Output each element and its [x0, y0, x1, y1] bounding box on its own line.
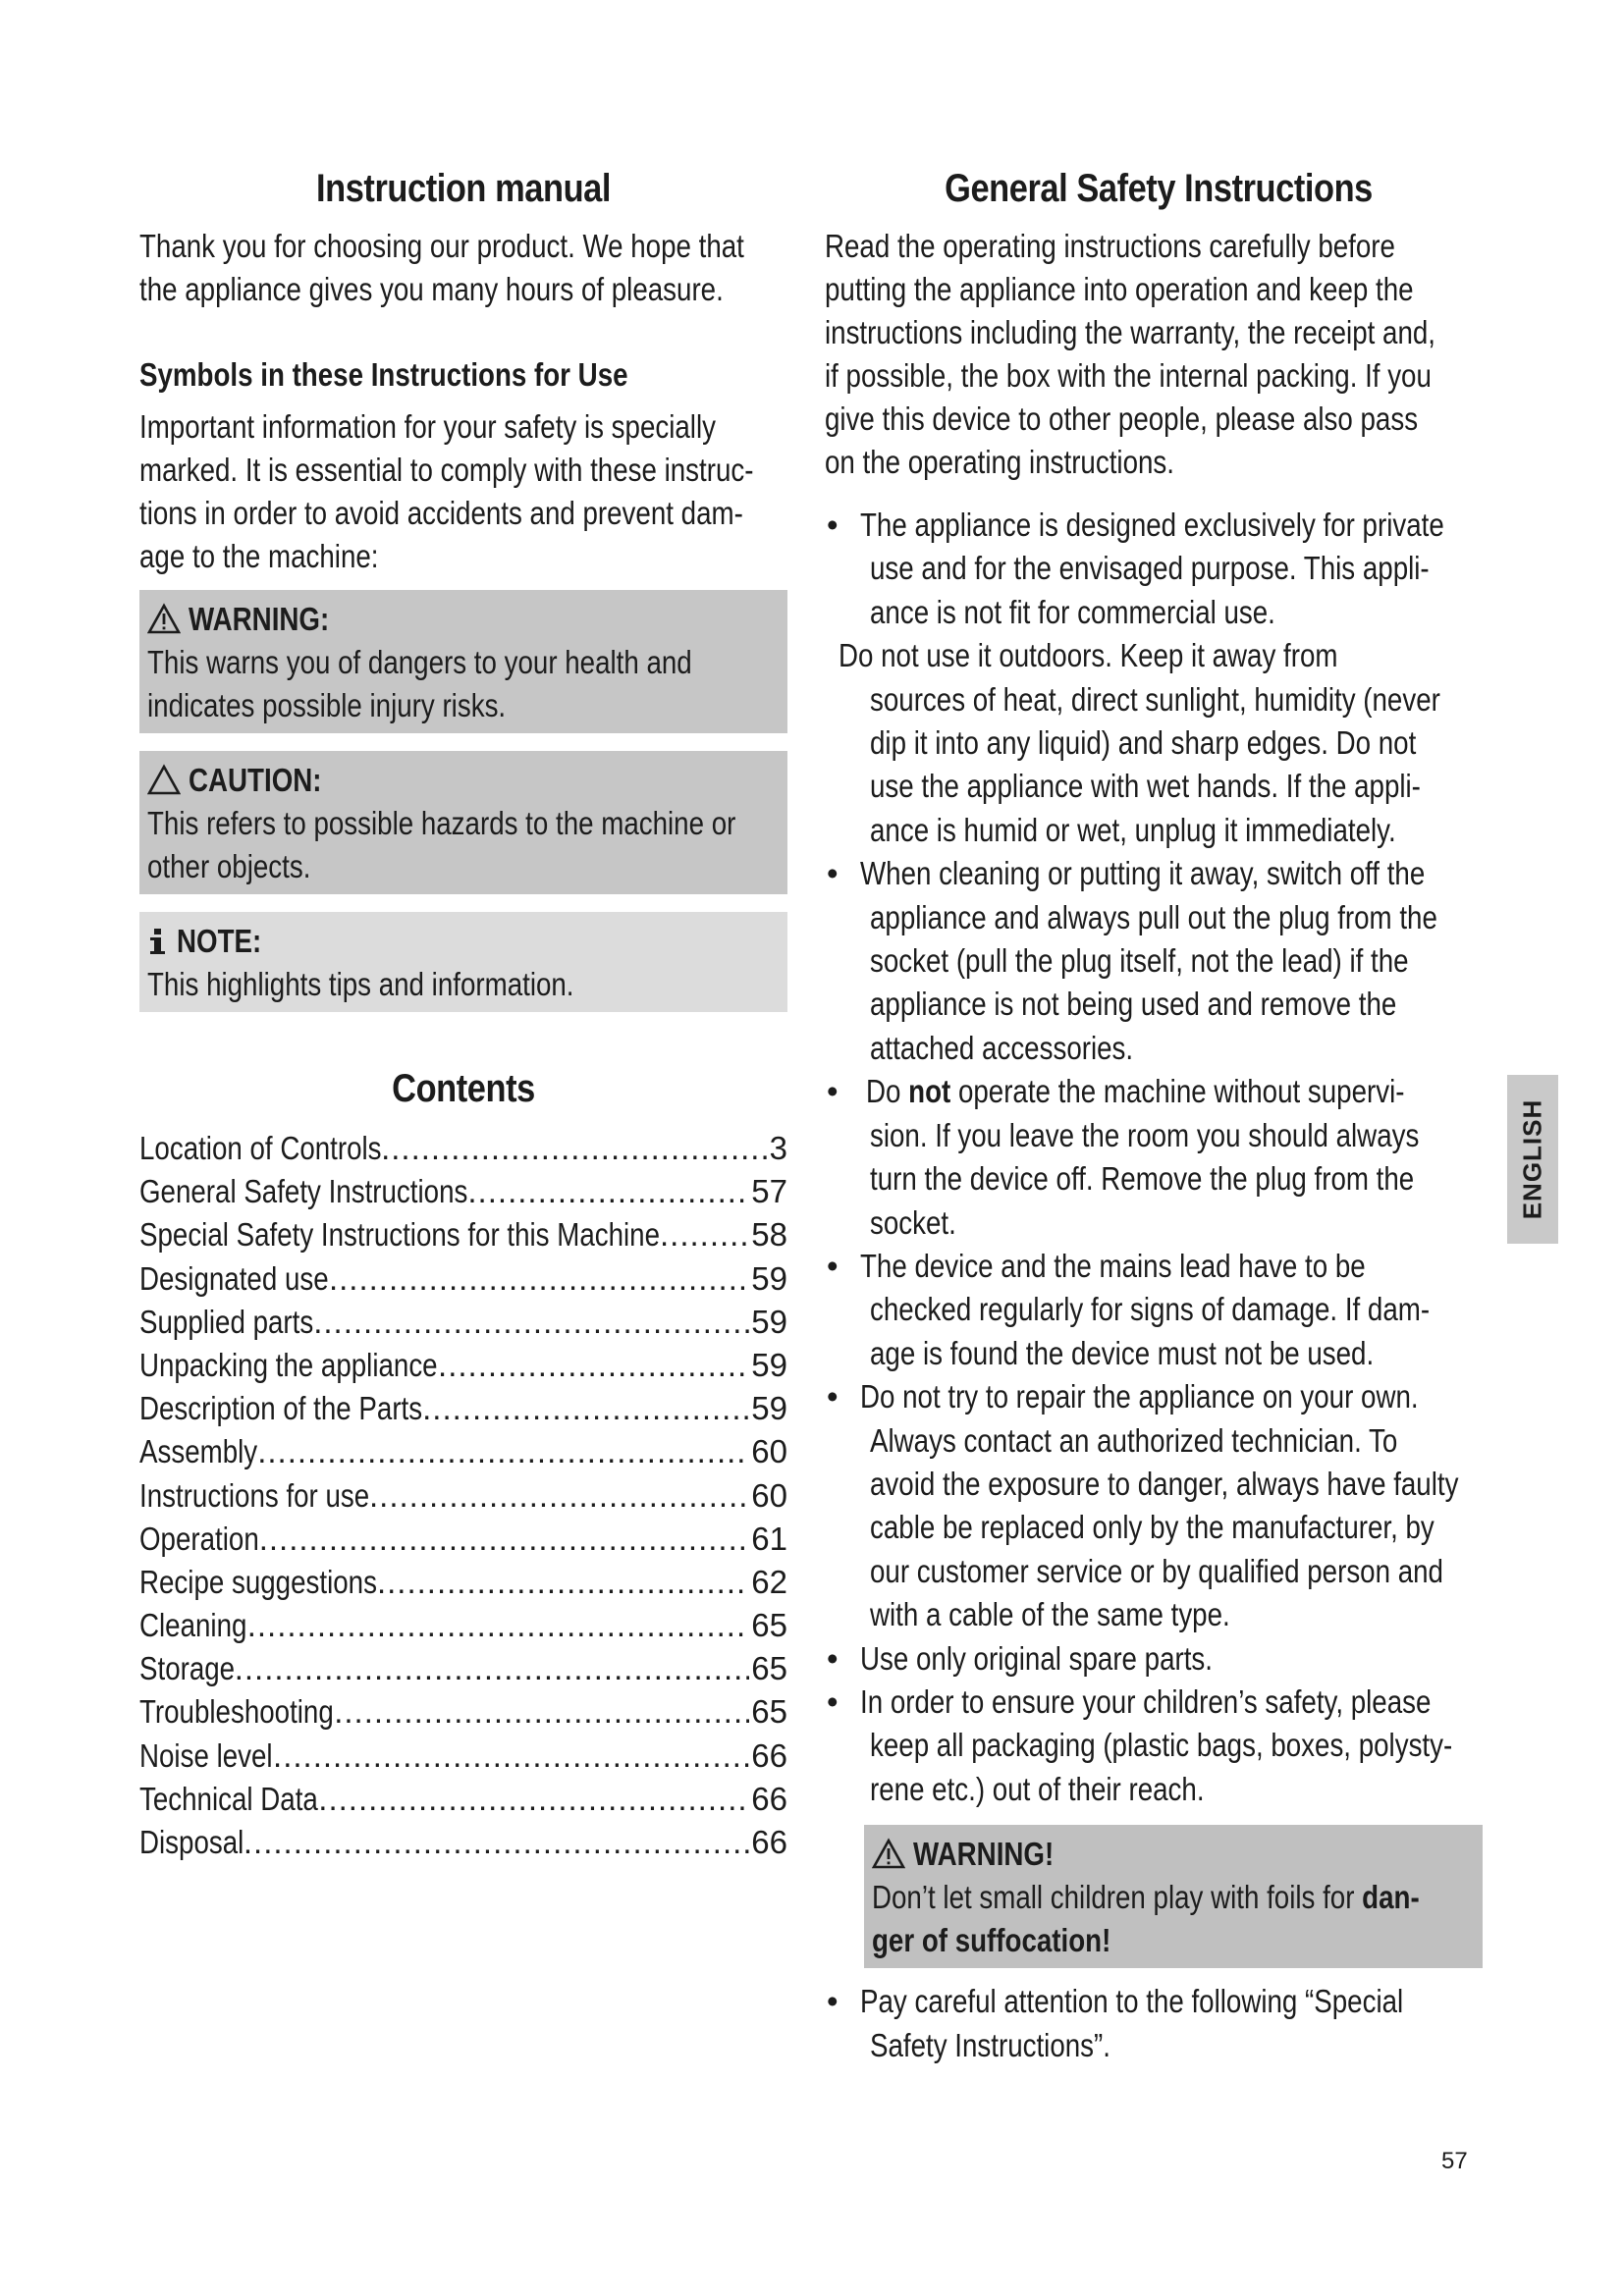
toc-leader-dots: [235, 1647, 750, 1690]
note-box: [139, 912, 787, 1012]
intro-paragraph: Thank you for choosing our product. We hope that the appliance gives you many hours of pleasure.: [139, 228, 744, 307]
toc-entry: [139, 1821, 787, 1864]
bullet-marker: •: [827, 1639, 839, 1677]
toc-entry-page: 59: [751, 1346, 787, 1383]
toc-leader-dots: [247, 1604, 750, 1647]
symbols-paragraph: Important information for your safety is specially marked. It is essential to comply with these instruc- tions in order to avoid accidents and prevent dam- age to the machine:: [139, 408, 754, 574]
suffocation-warning-box: WARNING! Don’t let small children play with foils for dan- ger of suffocation!: [864, 1825, 1483, 1968]
symbols-heading: Symbols in these Instructions for Use: [139, 356, 628, 393]
left-column: [139, 167, 787, 1864]
toc-entry-page: 66: [751, 1824, 787, 1860]
toc-entry-title: General Safety Instructions: [139, 1173, 468, 1210]
bullet-marker: •: [827, 507, 839, 543]
toc-entry: [139, 1387, 787, 1430]
toc-entry: [139, 1690, 787, 1734]
toc-entry: [139, 1474, 787, 1518]
toc-entry-title: Supplied parts: [139, 1303, 314, 1340]
toc-entry: [139, 1604, 787, 1647]
table-of-contents: [139, 1127, 787, 1864]
warning-title: WARNING:: [189, 601, 330, 637]
toc-entry: [139, 1344, 787, 1387]
general-safety-heading: General Safety Instructions: [945, 167, 1373, 210]
toc-entry-title: Disposal: [139, 1824, 244, 1860]
toc-entry-title: Technical Data: [139, 1780, 318, 1817]
warning-triangle-icon: [147, 603, 181, 636]
contents-heading: Contents: [392, 1067, 535, 1110]
toc-leader-dots: [273, 1735, 749, 1778]
toc-leader-dots: [438, 1344, 749, 1387]
toc-leader-dots: [244, 1821, 749, 1864]
warning2-title: WARNING!: [913, 1836, 1055, 1873]
toc-entry-title: Storage: [139, 1650, 236, 1687]
toc-entry: [139, 1430, 787, 1473]
toc-leader-dots: [660, 1213, 749, 1256]
toc-entry-title: Recipe suggestions: [139, 1563, 377, 1600]
list-item: • Do not try to repair the appliance on your own. Always contact an authorized technician. To avoid the exposure to danger, always have faulty cable be replaced only by the manufacturer, by our customer service or by qualified person and with a cable of the same type.: [825, 1375, 1492, 1636]
toc-entry-title: Troubleshooting: [139, 1693, 334, 1731]
safety-bullet-list: [825, 504, 1492, 1811]
toc-entry: [139, 1778, 787, 1821]
toc-entry-title: Operation: [139, 1520, 259, 1557]
list-item: • Do not operate the machine without supervi- sion. If you leave the room you should always turn the device off. Remove the plug from the socket.: [825, 1070, 1492, 1245]
toc-entry-title: Special Safety Instructions for this Machine: [139, 1216, 661, 1254]
warning-line: indicates possible injury risks.: [147, 687, 507, 723]
toc-entry: [139, 1257, 787, 1301]
language-tab: ENGLISH: [1507, 1075, 1558, 1244]
toc-entry-page: 65: [751, 1607, 787, 1644]
note-line: This highlights tips and information.: [147, 966, 574, 1002]
toc-leader-dots: [318, 1778, 749, 1821]
toc-entry-title: Instructions for use: [139, 1476, 370, 1514]
toc-leader-dots: [257, 1430, 749, 1473]
toc-entry-title: Description of the Parts: [139, 1390, 423, 1427]
toc-entry-page: 58: [751, 1216, 787, 1254]
toc-entry-title: Assembly: [139, 1433, 258, 1470]
bullet-marker: •: [827, 1682, 839, 1720]
toc-entry-page: 61: [751, 1520, 787, 1557]
caution-title: CAUTION:: [189, 762, 322, 798]
caution-line: other objects.: [147, 848, 311, 884]
caution-triangle-icon: [147, 764, 181, 797]
caution-line: This refers to possible hazards to the machine or: [147, 805, 736, 841]
info-icon: [147, 925, 169, 958]
toc-leader-dots: [313, 1301, 749, 1344]
toc-entry: [139, 1213, 787, 1256]
toc-entry: [139, 1561, 787, 1604]
list-item: • Use only original spare parts.: [825, 1637, 1492, 1681]
warning-box: [139, 590, 787, 733]
right-column: [825, 167, 1492, 2067]
toc-entry: [139, 1170, 787, 1213]
toc-leader-dots: [369, 1474, 749, 1518]
toc-leader-dots: [259, 1518, 750, 1561]
toc-entry-page: 65: [751, 1650, 787, 1687]
safety-intro-paragraph: Read the operating instructions carefully before putting the appliance into operation and keep the instructions including the warranty, the receipt and, if possible, the box with the internal packing. If you give this device to other people, please also pass on the operating instructions.: [825, 228, 1435, 480]
toc-entry-page: 59: [751, 1303, 787, 1340]
toc-leader-dots: [377, 1561, 749, 1604]
toc-entry-page: 59: [751, 1390, 787, 1427]
note-title: NOTE:: [177, 923, 262, 959]
toc-leader-dots: [422, 1387, 749, 1430]
toc-entry-page: 66: [751, 1736, 787, 1774]
toc-entry-page: 62: [751, 1563, 787, 1600]
toc-entry-title: Noise level: [139, 1736, 273, 1774]
bullet-marker: •: [827, 855, 839, 892]
toc-entry-page: 60: [751, 1433, 787, 1470]
toc-entry-title: Unpacking the appliance: [139, 1346, 438, 1383]
warning-line: This warns you of dangers to your health and: [147, 644, 692, 680]
list-item: • The appliance is designed exclusively for private use and for the envisaged purpose. This appli- ance is not fit for commercial use. Do not use it outdoors. Keep it away from sources of heat, direct sunlight, humidity (never dip it into any liquid) and sharp edges. Do not use the appliance with wet hands. If the appli- ance is humid or wet, unplug it immediately.: [825, 504, 1492, 852]
safety-bullet-list-2: [825, 1980, 1492, 2067]
toc-entry-page: 59: [751, 1259, 787, 1297]
toc-leader-dots: [334, 1690, 749, 1734]
list-item: • The device and the mains lead have to be checked regularly for signs of damage. If dam- age is found the device must not be used.: [825, 1245, 1492, 1375]
warning-triangle-icon: [872, 1838, 905, 1871]
page-number: 57: [1441, 2148, 1468, 2174]
bullet-marker: •: [827, 1073, 839, 1110]
toc-leader-dots: [467, 1170, 749, 1213]
toc-entry-page: 66: [751, 1780, 787, 1817]
toc-leader-dots: [381, 1127, 768, 1170]
toc-entry-page: 3: [769, 1130, 787, 1166]
toc-entry-page: 65: [751, 1693, 787, 1731]
bullet-marker: •: [827, 1378, 839, 1415]
toc-entry: [139, 1518, 787, 1561]
toc-entry-title: Designated use: [139, 1259, 329, 1297]
bullet-marker: •: [827, 1983, 839, 2020]
list-item: • When cleaning or putting it away, switch off the appliance and always pull out the plug from the socket (pull the plug itself, not the lead) if the appliance is not being used and remove the attached accessories.: [825, 852, 1492, 1070]
toc-leader-dots: [329, 1257, 749, 1301]
caution-box: [139, 751, 787, 894]
bullet-marker: •: [827, 1247, 839, 1284]
toc-entry-page: 60: [751, 1476, 787, 1514]
instruction-manual-heading: Instruction manual: [316, 167, 611, 210]
list-item: • In order to ensure your children’s safety, please keep all packaging (plastic bags, boxes, polysty- rene etc.) out of their reach.: [825, 1681, 1492, 1811]
toc-entry: [139, 1301, 787, 1344]
toc-entry: [139, 1735, 787, 1778]
toc-entry: [139, 1647, 787, 1690]
toc-entry-title: Location of Controls: [139, 1130, 382, 1166]
toc-entry-title: Cleaning: [139, 1607, 247, 1644]
list-item: • Pay careful attention to the following “Special Safety Instructions”.: [825, 1980, 1492, 2067]
toc-entry: [139, 1127, 787, 1170]
toc-entry-page: 57: [751, 1173, 787, 1210]
